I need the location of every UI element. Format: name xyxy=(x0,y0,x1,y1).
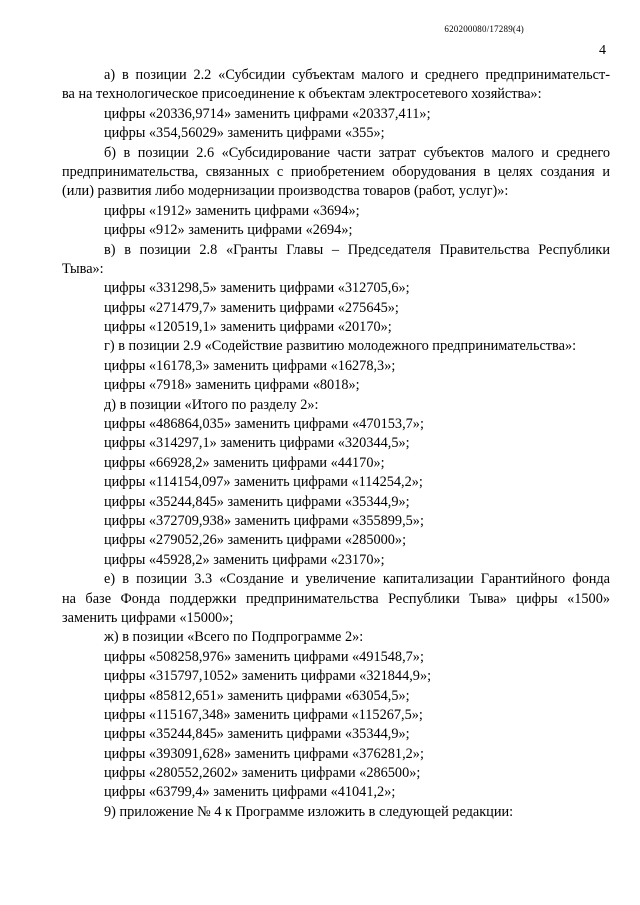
text-line: на базе Фонда поддержки предпринимательства Республики Тыва» цифры «1500» xyxy=(62,590,610,607)
text-line: (или) развития либо модернизации производства товаров (работ, услуг)»: xyxy=(62,183,509,200)
document-body xyxy=(62,66,610,822)
text-line: цифры «45928,2» заменить цифрами «23170»; xyxy=(104,551,385,568)
text-line: цифры «280552,2602» заменить цифрами «286500»; xyxy=(104,765,421,782)
text-line: а) в позиции 2.2 «Субсидии субъектам малого и среднего предпринимательст- xyxy=(104,67,610,83)
text-line: цифры «85812,651» заменить цифрами «63054,5»; xyxy=(104,687,410,704)
text-line: цифры «912» заменить цифрами «2694»; xyxy=(104,222,353,239)
text-line: цифры «331298,5» заменить цифрами «312705,6»; xyxy=(104,280,410,297)
text-line: цифры «354,56029» заменить цифрами «355»; xyxy=(104,125,385,142)
text-line: цифры «35244,845» заменить цифрами «35344,9»; xyxy=(104,726,410,743)
text-line: цифры «508258,976» заменить цифрами «491548,7»; xyxy=(104,648,424,665)
text-line: цифры «486864,035» заменить цифрами «470153,7»; xyxy=(104,416,424,433)
text-line: цифры «16178,3» заменить цифрами «16278,3»; xyxy=(104,357,396,374)
text-line: цифры «114154,097» заменить цифрами «114254,2»; xyxy=(104,474,423,491)
text-line: Тыва»: xyxy=(62,260,104,277)
page-number: 4 xyxy=(599,43,606,58)
text-line: цифры «271479,7» заменить цифрами «275645»; xyxy=(104,299,399,316)
text-line: цифры «35244,845» заменить цифрами «35344,9»; xyxy=(104,493,410,510)
text-line: цифры «372709,938» заменить цифрами «355899,5»; xyxy=(104,512,424,529)
text-line: цифры «115167,348» заменить цифрами «115267,5»; xyxy=(104,706,423,723)
text-line: заменить цифрами «15000»; xyxy=(62,609,234,626)
text-line: цифры «393091,628» заменить цифрами «376281,2»; xyxy=(104,745,424,762)
text-line: 9) приложение № 4 к Программе изложить в следующей редакции: xyxy=(104,803,514,820)
text-line: цифры «66928,2» заменить цифрами «44170»; xyxy=(104,454,385,471)
text-line: д) в позиции «Итого по разделу 2»: xyxy=(104,396,319,413)
text-line: б) в позиции 2.6 «Субсидирование части затрат субъектов малого и среднего xyxy=(104,144,610,161)
text-line: в) в позиции 2.8 «Гранты Главы – Председателя Правительства Республики xyxy=(104,241,610,258)
text-line: предпринимательства, связанных с приобретением оборудования в целях создания и xyxy=(62,163,610,180)
text-line: цифры «7918» заменить цифрами «8018»; xyxy=(104,377,360,394)
text-line: цифры «20336,9714» заменить цифрами «20337,411»; xyxy=(104,105,431,122)
text-line: цифры «315797,1052» заменить цифрами «321844,9»; xyxy=(104,668,432,685)
text-line: цифры «120519,1» заменить цифрами «20170»; xyxy=(104,319,392,336)
text-line: цифры «1912» заменить цифрами «3694»; xyxy=(104,202,360,219)
text-line: ж) в позиции «Всего по Подпрограмме 2»: xyxy=(104,629,364,646)
text-line: ва на технологическое присоединение к объектам электросетевого хозяйства»: xyxy=(62,86,542,103)
text-line: е) в позиции 3.3 «Создание и увеличение капитализации Гарантийного фонда xyxy=(104,571,610,588)
text-line: цифры «279052,26» заменить цифрами «285000»; xyxy=(104,532,407,549)
text-line: цифры «63799,4» заменить цифрами «41041,2»; xyxy=(104,784,396,801)
document-code: 620200080/17289(4) xyxy=(444,24,524,34)
text-line: цифры «314297,1» заменить цифрами «320344,5»; xyxy=(104,435,410,452)
text-line: г) в позиции 2.9 «Содействие развитию молодежного предпринимательства»: xyxy=(104,338,577,355)
